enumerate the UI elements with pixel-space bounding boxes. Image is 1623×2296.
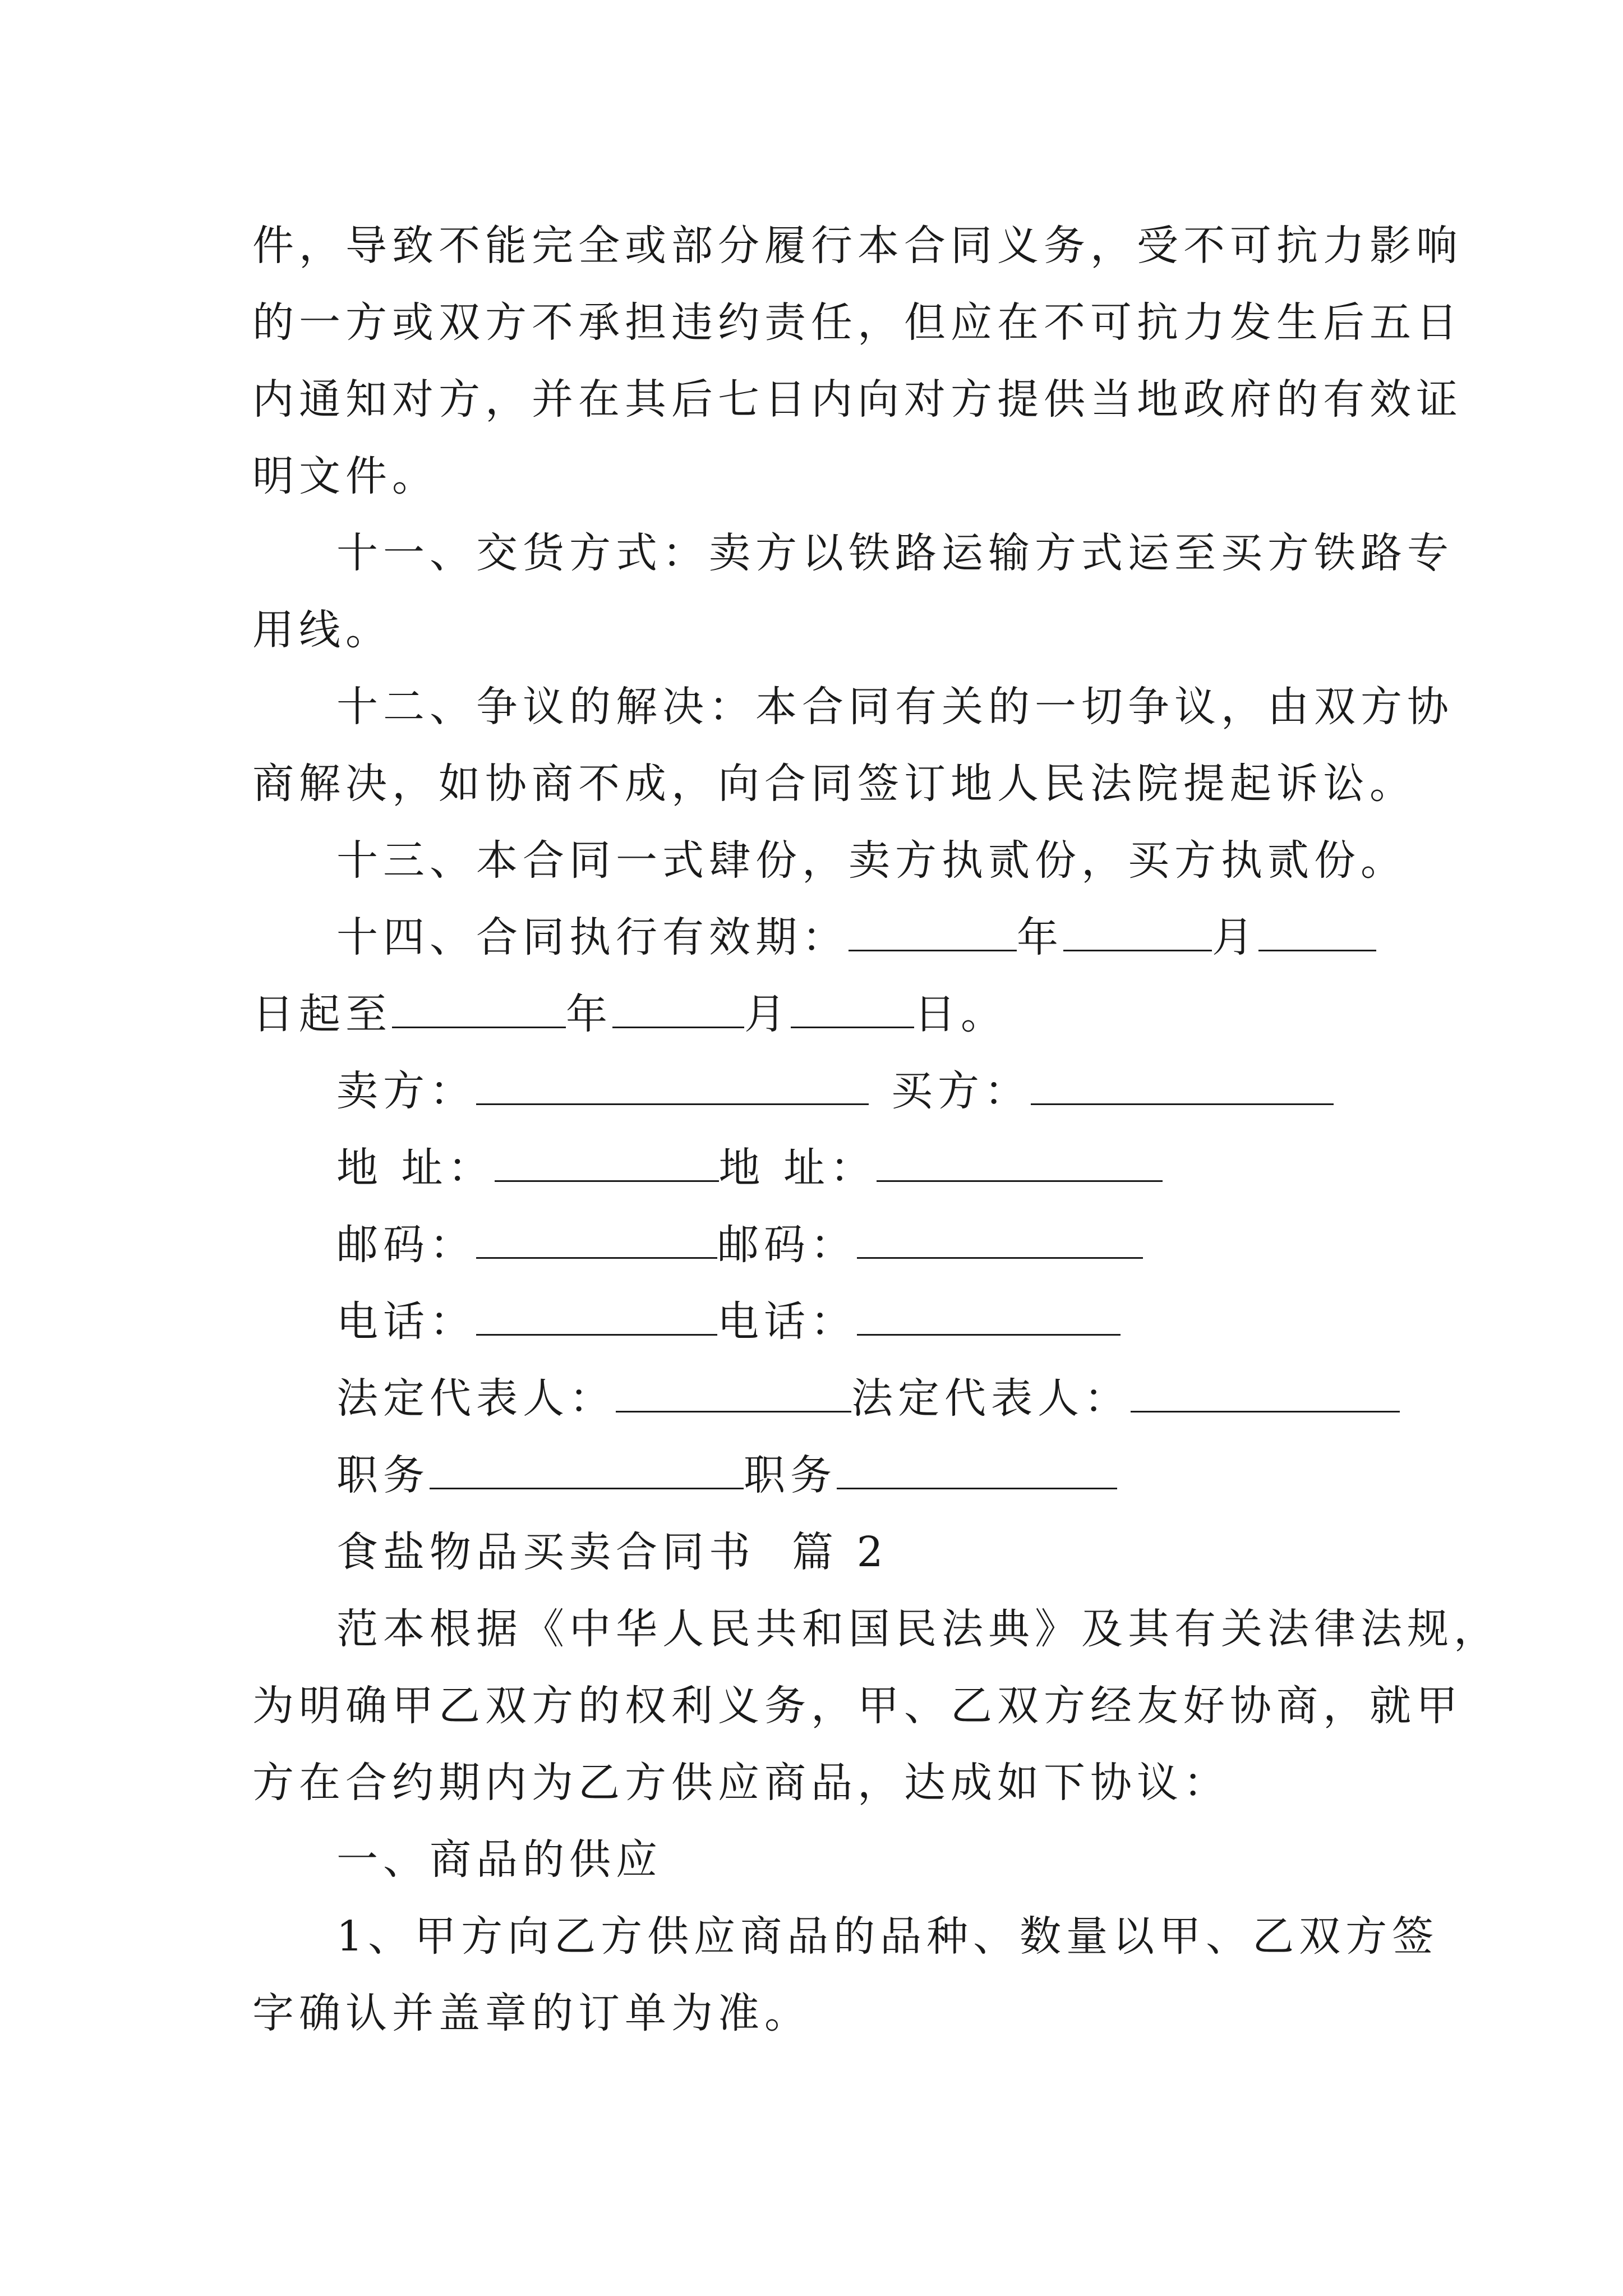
text-line: 的一方或双方不承担违约责任，但应在不可抗力发生后五日 bbox=[252, 298, 1463, 347]
buyer-legal-rep-label: 法定代表人： bbox=[851, 1374, 1131, 1423]
blank-year-start[interactable] bbox=[849, 917, 1017, 951]
buyer-legal-rep-blank[interactable] bbox=[1131, 1378, 1400, 1412]
buyer-position-blank[interactable] bbox=[837, 1455, 1117, 1489]
signature-row-position bbox=[252, 1437, 1380, 1514]
text-line: 食盐物品买卖合同书 篇 2 bbox=[336, 1528, 888, 1576]
text-line: 十二、争议的解决：本合同有关的一切争议，由双方协 bbox=[336, 683, 1454, 731]
document-body bbox=[252, 208, 1500, 2052]
seller-blank[interactable] bbox=[476, 1071, 869, 1105]
seller-legal-rep-label: 法定代表人： bbox=[336, 1374, 616, 1423]
day-end-label: 日。 bbox=[914, 990, 1007, 1038]
day-start-label: 日起至 bbox=[252, 990, 392, 1038]
item-1-paragraph bbox=[252, 1898, 1439, 2052]
seller-postcode-blank[interactable] bbox=[476, 1225, 717, 1259]
text-line: 一、商品的供应 bbox=[336, 1835, 662, 1884]
text-line: 为明确甲乙双方的权利义务，甲、乙双方经友好协商，就甲 bbox=[252, 1682, 1463, 1730]
seller-postcode-label: 邮码： bbox=[336, 1221, 476, 1269]
blank-day-end[interactable] bbox=[791, 994, 914, 1028]
text-line bbox=[252, 899, 1380, 976]
seller-phone-blank[interactable] bbox=[476, 1301, 717, 1336]
seller-address-blank[interactable] bbox=[495, 1148, 719, 1182]
heading-supply bbox=[252, 1821, 1380, 1898]
text-line: 明文件。 bbox=[252, 452, 439, 500]
text-line: 方在合约期内为乙方供应商品，达成如下协议： bbox=[252, 1759, 1230, 1807]
clause-12-dispute bbox=[252, 669, 1454, 822]
buyer-label: 买方： bbox=[891, 1067, 1031, 1115]
year-label: 年 bbox=[1017, 913, 1063, 961]
blank-month-start[interactable] bbox=[1063, 917, 1212, 951]
buyer-postcode-blank[interactable] bbox=[857, 1225, 1143, 1259]
signature-block bbox=[252, 1053, 1380, 1514]
text-line: 十一、交货方式：卖方以铁路运输方式运至买方铁路专 bbox=[336, 529, 1454, 577]
signature-row-phone bbox=[252, 1283, 1380, 1360]
clause-14-validity bbox=[252, 899, 1380, 1053]
seller-label: 卖方： bbox=[336, 1067, 476, 1115]
month-label: 月 bbox=[1212, 913, 1258, 961]
seller-position-label: 职务 bbox=[336, 1451, 430, 1499]
seller-address-label: 地 址： bbox=[336, 1144, 495, 1192]
buyer-postcode-label: 邮码： bbox=[717, 1221, 857, 1269]
text-line: 件，导致不能完全或部分履行本合同义务，受不可抗力影响 bbox=[252, 222, 1463, 270]
section-title bbox=[252, 1514, 1380, 1591]
clause-13-copies bbox=[252, 822, 1407, 899]
intro-paragraph bbox=[252, 1591, 1500, 1821]
seller-phone-label: 电话： bbox=[336, 1297, 476, 1346]
text-line bbox=[252, 976, 1380, 1053]
buyer-position-label: 职务 bbox=[744, 1451, 837, 1499]
text-line: 十三、本合同一式肆份，卖方执贰份，买方执贰份。 bbox=[336, 836, 1407, 885]
buyer-blank[interactable] bbox=[1031, 1071, 1334, 1105]
blank-day-start[interactable] bbox=[1258, 917, 1376, 951]
blank-month-end[interactable] bbox=[612, 994, 744, 1028]
text-line: 用线。 bbox=[252, 606, 392, 654]
text-line: 内通知对方，并在其后七日内向对方提供当地政府的有效证 bbox=[252, 375, 1463, 424]
year-label: 年 bbox=[566, 990, 612, 1038]
text-line: 范本根据《中华人民共和国民法典》及其有关法律法规， bbox=[336, 1605, 1500, 1653]
text-line: 字确认并盖章的订单为准。 bbox=[252, 1989, 811, 2037]
validity-label: 十四、合同执行有效期： bbox=[336, 913, 849, 961]
signature-row-postcode bbox=[252, 1207, 1380, 1283]
signature-row-party bbox=[252, 1053, 1380, 1130]
buyer-address-label: 地 址： bbox=[718, 1144, 877, 1192]
seller-legal-rep-blank[interactable] bbox=[616, 1378, 851, 1412]
month-label: 月 bbox=[744, 990, 791, 1038]
buyer-phone-blank[interactable] bbox=[857, 1301, 1121, 1336]
text-line: 1、甲方向乙方供应商品的品种、数量以甲、乙双方签 bbox=[336, 1912, 1439, 1961]
text-line: 商解决，如协商不成，向合同签订地人民法院提起诉讼。 bbox=[252, 760, 1416, 808]
signature-row-address bbox=[252, 1130, 1380, 1207]
signature-row-legal-rep bbox=[252, 1360, 1380, 1437]
force-majeure-paragraph bbox=[252, 208, 1463, 515]
buyer-phone-label: 电话： bbox=[717, 1297, 857, 1346]
buyer-address-blank[interactable] bbox=[877, 1148, 1163, 1182]
seller-position-blank[interactable] bbox=[430, 1455, 744, 1489]
blank-year-end[interactable] bbox=[392, 994, 566, 1028]
clause-11-delivery bbox=[252, 515, 1454, 669]
